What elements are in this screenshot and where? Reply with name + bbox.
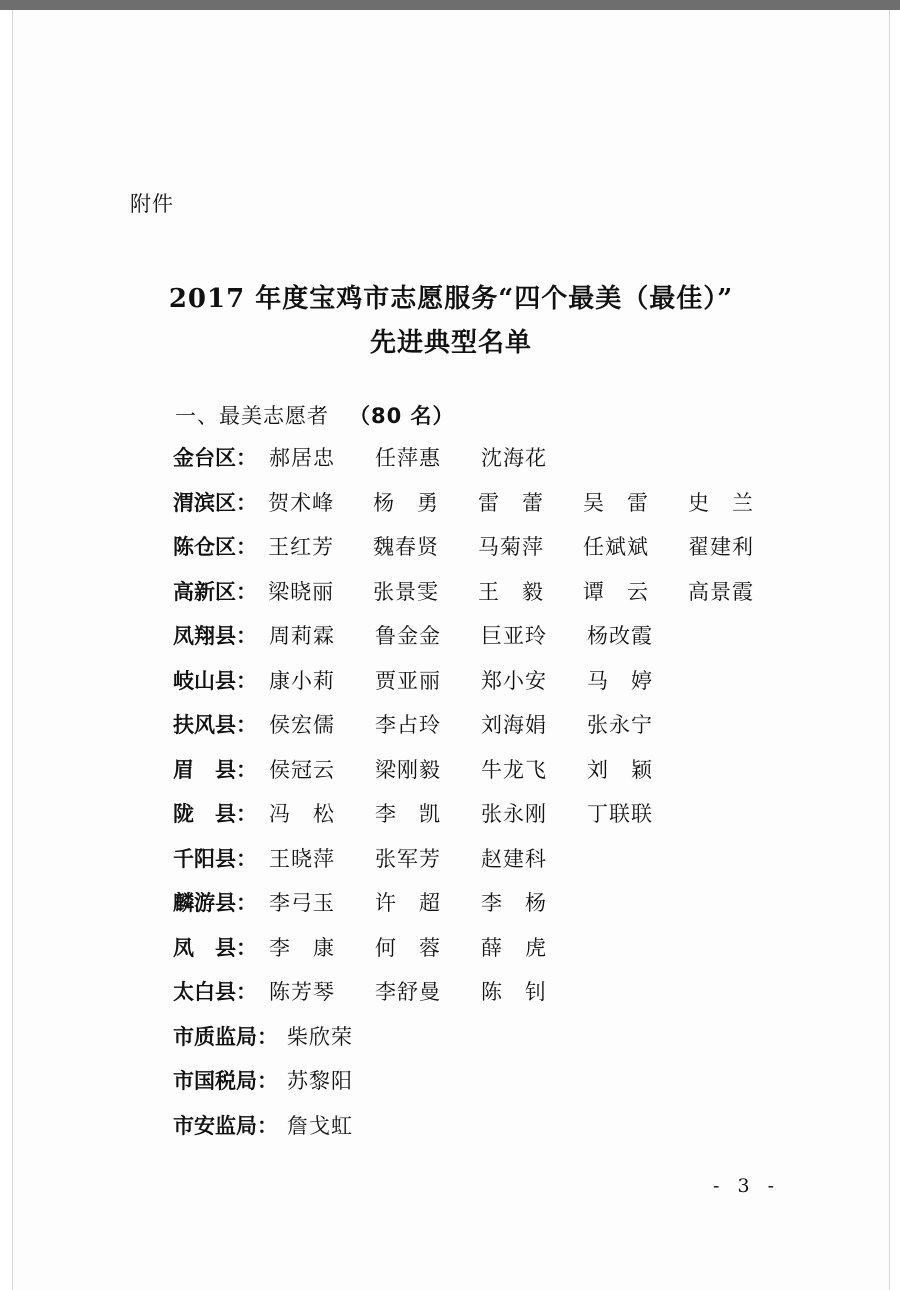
region-label: 麟游县： bbox=[173, 891, 257, 916]
list-row bbox=[173, 880, 793, 925]
region-label: 金台区： bbox=[173, 446, 257, 471]
list-row bbox=[173, 480, 793, 525]
section-label: 一、最美志愿者 bbox=[175, 404, 329, 428]
volunteer-name: 贺术峰 bbox=[268, 490, 335, 515]
page-number: - 3 - bbox=[713, 1175, 781, 1197]
region-label: 太白县： bbox=[173, 980, 257, 1005]
volunteer-name: 李弓玉 bbox=[269, 891, 335, 916]
volunteer-name: 张永刚 bbox=[481, 802, 547, 827]
volunteer-name: 陈 钊 bbox=[481, 980, 547, 1005]
list-row bbox=[173, 1103, 793, 1148]
region-label: 岐山县： bbox=[173, 668, 257, 693]
document-title-line-2: 先进典型名单 bbox=[369, 328, 532, 358]
volunteer-name: 陈芳琴 bbox=[269, 980, 335, 1005]
volunteer-name: 侯冠云 bbox=[269, 757, 335, 782]
volunteer-name: 魏春贤 bbox=[373, 535, 440, 560]
volunteer-name: 张军芳 bbox=[375, 846, 441, 871]
list-row bbox=[173, 569, 793, 614]
region-label: 市质监局： bbox=[173, 1024, 278, 1049]
region-label: 千阳县： bbox=[173, 846, 257, 871]
volunteer-name: 任萍惠 bbox=[375, 446, 441, 471]
list-row bbox=[173, 1058, 793, 1103]
region-label: 陈仓区： bbox=[173, 535, 257, 560]
list-row bbox=[173, 836, 793, 881]
volunteer-name: 李 康 bbox=[269, 935, 335, 960]
volunteer-name: 赵建科 bbox=[481, 846, 547, 871]
volunteer-name: 柴欣荣 bbox=[287, 1024, 353, 1049]
document-title-line-1: 2017 年度宝鸡市志愿服务“四个最美（最佳）” bbox=[168, 284, 734, 314]
volunteer-name: 康小莉 bbox=[269, 668, 335, 693]
list-row bbox=[173, 658, 793, 703]
volunteer-name: 张永宁 bbox=[587, 713, 653, 738]
volunteer-name: 李舒曼 bbox=[375, 980, 441, 1005]
list-row bbox=[173, 435, 793, 480]
volunteer-name: 王 毅 bbox=[478, 579, 545, 604]
list-row bbox=[173, 747, 793, 792]
volunteer-name: 高景霞 bbox=[688, 579, 755, 604]
region-label: 市国税局： bbox=[173, 1069, 278, 1094]
list-row bbox=[173, 925, 793, 970]
volunteer-name: 翟建利 bbox=[688, 535, 755, 560]
volunteer-name: 吴 雷 bbox=[583, 490, 650, 515]
volunteer-name: 杨改霞 bbox=[587, 624, 653, 649]
volunteer-name: 任斌斌 bbox=[583, 535, 650, 560]
volunteer-name: 鲁金金 bbox=[375, 624, 441, 649]
region-label: 渭滨区： bbox=[173, 490, 257, 515]
volunteer-name: 李占玲 bbox=[375, 713, 441, 738]
region-label: 眉 县： bbox=[173, 757, 257, 782]
region-label: 陇 县： bbox=[173, 802, 257, 827]
region-label: 扶风县： bbox=[173, 713, 257, 738]
volunteer-name: 贾亚丽 bbox=[375, 668, 441, 693]
document-page bbox=[12, 10, 890, 1290]
volunteer-name: 周莉霖 bbox=[269, 624, 335, 649]
volunteer-name: 雷 蕾 bbox=[478, 490, 545, 515]
volunteer-name: 牛龙飞 bbox=[481, 757, 547, 782]
section-count: （80 名） bbox=[349, 404, 455, 428]
region-label: 高新区： bbox=[173, 579, 257, 604]
list-row bbox=[173, 969, 793, 1014]
volunteer-name: 郝居忠 bbox=[269, 446, 335, 471]
section-heading bbox=[175, 400, 455, 430]
volunteer-name: 梁晓丽 bbox=[268, 579, 335, 604]
list-row bbox=[173, 1014, 793, 1059]
region-label: 凤翔县： bbox=[173, 624, 257, 649]
volunteer-name: 刘 颖 bbox=[587, 757, 653, 782]
volunteer-name: 王晓萍 bbox=[269, 846, 335, 871]
region-label: 市安监局： bbox=[173, 1113, 278, 1138]
volunteer-name: 侯宏儒 bbox=[269, 713, 335, 738]
volunteer-name: 李 杨 bbox=[481, 891, 547, 916]
volunteer-name: 詹戈虹 bbox=[287, 1113, 353, 1138]
volunteer-name: 马菊萍 bbox=[478, 535, 545, 560]
volunteer-name: 史 兰 bbox=[688, 490, 755, 515]
list-row bbox=[173, 791, 793, 836]
volunteer-name: 巨亚玲 bbox=[481, 624, 547, 649]
honoree-list bbox=[173, 435, 793, 1147]
volunteer-name: 王红芳 bbox=[268, 535, 335, 560]
volunteer-name: 梁刚毅 bbox=[375, 757, 441, 782]
list-row bbox=[173, 524, 793, 569]
volunteer-name: 马 婷 bbox=[587, 668, 653, 693]
volunteer-name: 郑小安 bbox=[481, 668, 547, 693]
volunteer-name: 谭 云 bbox=[583, 579, 650, 604]
volunteer-name: 张景雯 bbox=[373, 579, 440, 604]
volunteer-name: 沈海花 bbox=[481, 446, 547, 471]
volunteer-name: 何 蓉 bbox=[375, 935, 441, 960]
volunteer-name: 苏黎阳 bbox=[287, 1069, 353, 1094]
volunteer-name: 丁联联 bbox=[587, 802, 653, 827]
volunteer-name: 冯 松 bbox=[269, 802, 335, 827]
volunteer-name: 杨 勇 bbox=[373, 490, 440, 515]
volunteer-name: 刘海娟 bbox=[481, 713, 547, 738]
volunteer-name: 薛 虎 bbox=[481, 935, 547, 960]
list-row bbox=[173, 702, 793, 747]
attachment-label: 附件 bbox=[130, 192, 174, 216]
scan-top-border bbox=[0, 0, 900, 10]
list-row bbox=[173, 613, 793, 658]
region-label: 凤 县： bbox=[173, 935, 257, 960]
volunteer-name: 许 超 bbox=[375, 891, 441, 916]
volunteer-name: 李 凯 bbox=[375, 802, 441, 827]
